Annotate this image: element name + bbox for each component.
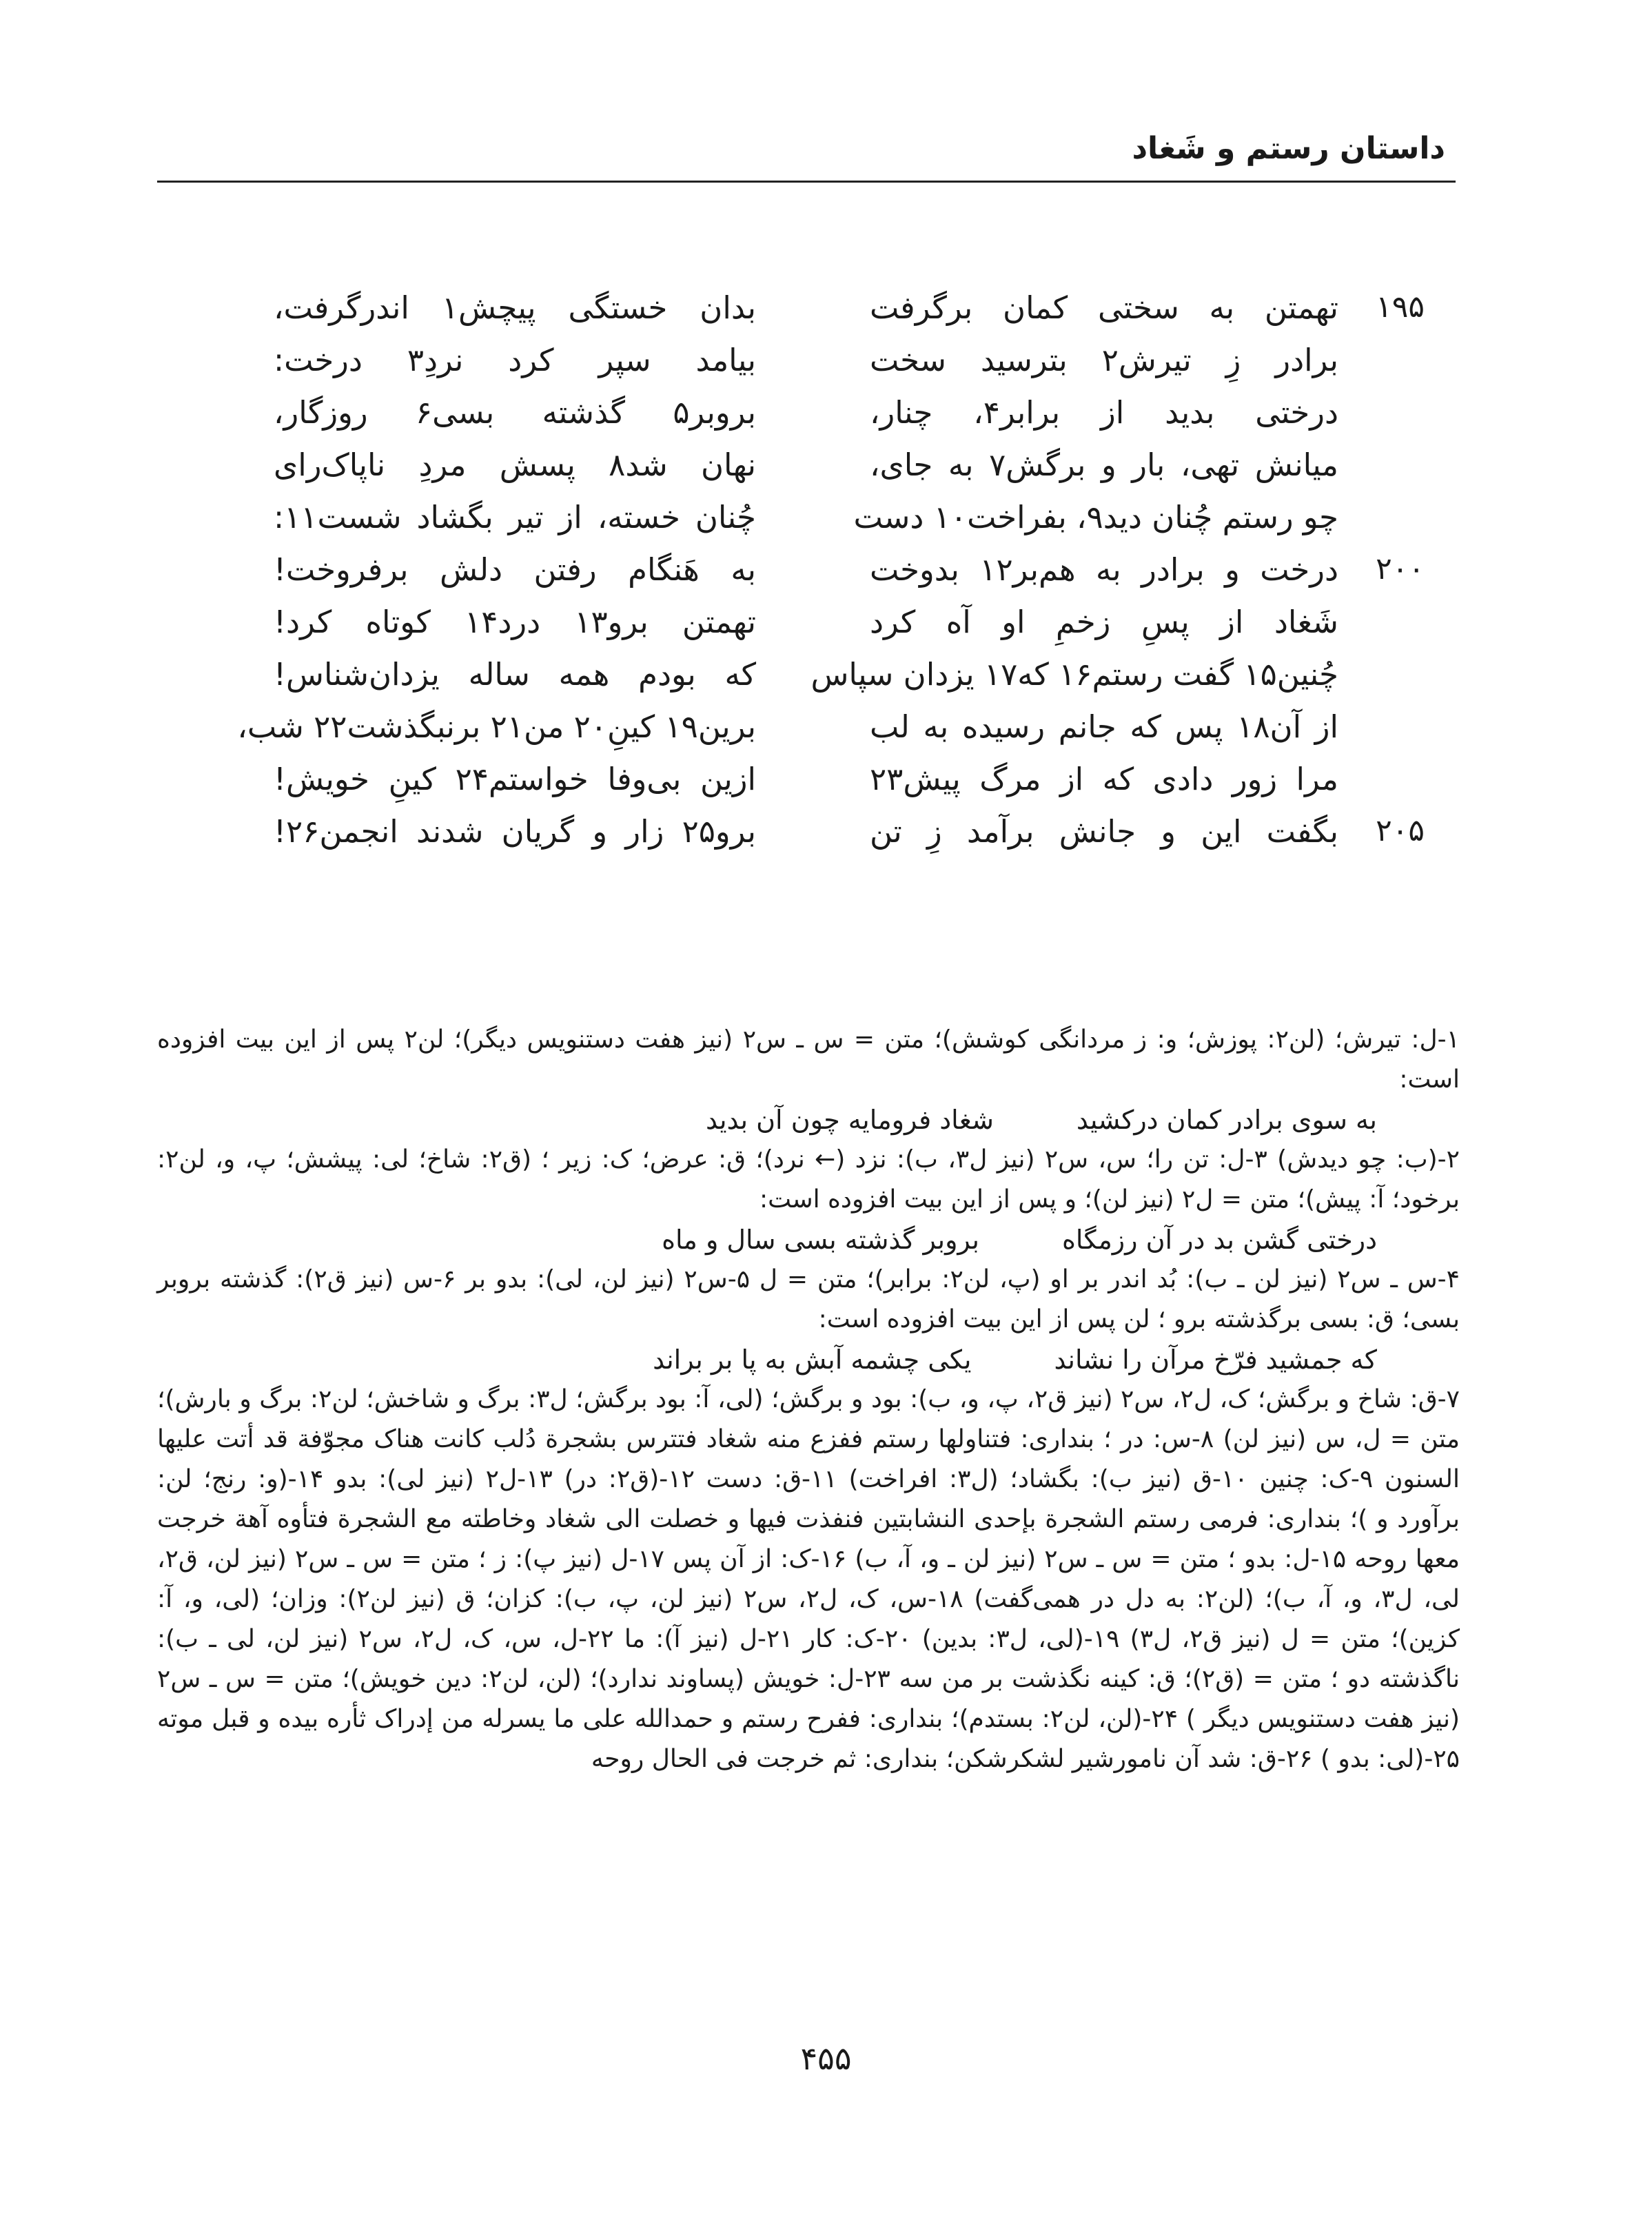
verse-row	[0, 499, 1652, 551]
verse-second-hemistich: تهمتن برو۱۳ درد۱۴ کوتاه کرد!	[274, 604, 756, 640]
footnote-paragraph: ۴-س ـ س۲ (نیز لن ـ ب): بُد اندر بر او (پ، لن۲: برابر)؛ متن = ل ۵-س۲ (نیز لن، لی): بدو بر ۶-س (نیز ق۲): گذشته بروبر بسی؛ ق: بسی برگذشته برو ؛ لن پس از این بیت افزوده است:	[157, 1265, 1460, 1333]
page-number: ۴۵۵	[800, 2040, 852, 2077]
verse-first-hemistich: درختی بدید از برابر۴، چنار،	[870, 394, 1338, 431]
verse-first-hemistich: تهمتن به سختی کمان برگرفت	[870, 289, 1338, 326]
quoted-hemistich: که جمشید فرّخ مرآن را نشاند	[1054, 1344, 1377, 1375]
verse-first-hemistich: بگفت این و جانش برآمد زِ تن	[870, 813, 1338, 850]
verse-second-hemistich: که بودم همه ساله یزدان‌شناس!	[274, 656, 756, 693]
footnote-paragraph: ۲-(ب: چو دیدش) ۳-ل: تن را؛ س، س۲ (نیز ل۳، ب): نزد (← نرد)؛ ق: عرض؛ ک: زیر ؛ (ق۲: شاخ؛ لی: پیشش؛ پ، و، لن۲: برخود؛ آ: پیش)؛ متن = ل۲ (نیز لن)؛ و پس از این بیت افزوده است:	[157, 1145, 1460, 1214]
verse-first-hemistich: شَغاد از پسِ زخمِ او آه کرد	[870, 604, 1338, 640]
quoted-verse	[157, 1220, 1460, 1260]
verse-first-hemistich: چُنین۱۵ گفت رستم۱۶ که۱۷ یزدان سپاس	[810, 656, 1338, 693]
verse-second-hemistich: نهان شد۸ پسش مردِ ناپاک‌رای	[274, 447, 756, 483]
verse-row	[0, 656, 1652, 708]
verse-row	[0, 289, 1652, 342]
footnote-paragraph: ۷-ق: شاخ و برگش؛ ک، ل۲، س۲ (نیز ق۲، پ، و، ب): بود و برگش؛ (لی، آ: بود برگش؛ ل۳: برگ و شاخش؛ لن۲: برگ و بارش)؛ متن = ل، س (نیز لن) ۸-س: در ؛ بنداری: فتناولها رستم ففزع منه شغاد فتترس بشجرة دُلب کانت هناک مجوّفة قد أتت علیها السنون ۹-ک: چنین ۱۰-ق (نیز ب): بگشاد؛ (ل۳: افراخت) ۱۱-ق: دست ۱۲-(ق۲: در) ۱۳-ل۲ (نیز لی): بدو ۱۴-(و: رنج؛ لن: برآورد و )؛ بنداری: فرمی رستم الشجرة بإحدی النشابتین فنفذت فیها و خصلت الی شغاد وخاطته مع الشجرة فتأوه آهة خرجت معها روحه ۱۵-ل: بدو ؛ متن = س ـ س۲ (نیز لن ـ و، آ، ب) ۱۶-ک: از آن پس ۱۷-ل (نیز پ): ز ؛ متن = س ـ س۲ (نیز لن، ق۲، لی، ل۳، و، آ، ب)؛ (لن۲: به دل در همی‌گفت) ۱۸-س، ک، ل۲، س۲ (نیز لن، پ، ب): کزان؛ ق (نیز لن۲): وزان؛ (لی، و، آ: کزین)؛ متن = ل (نیز ق۲، ل۳) ۱۹-(لی، ل۳: بدین) ۲۰-ک: کار ۲۱-ل (نیز آ): ما ۲۲-ل، س، ک، ل۲، س۲ (نیز لن، لی ـ ب): ناگذشته دو ؛ متن = (ق۲)؛ ق: کینه نگذشت بر من سه ۲۳-ل: خویش (پساوند ندارد)؛ (لن، لن۲: دین خویش)؛ متن = س ـ س۲ (نیز هفت دستنویس دیگر ) ۲۴-(لن، لن۲: بستدم)؛ بنداری: ففرح رستم و حمدالله علی ما یسرله من إدراک ثأره بیده و قبل موته ۲۵-(لی: بدو ) ۲۶-ق: شد آن نامورشیر لشکرشکن؛ بنداری: ثم خرجت فی الحال روحه	[157, 1385, 1460, 1773]
quoted-hemistich: یکی چشمه آبش به پا بر براند	[653, 1344, 972, 1375]
quoted-hemistich: به سوی برادر کمان درکشید	[1076, 1105, 1377, 1135]
verse-second-hemistich: برو۲۵ زار و گریان شدند انجمن۲۶!	[274, 813, 756, 850]
verse-row	[0, 708, 1652, 761]
header-rule	[157, 181, 1456, 183]
footnotes	[157, 1020, 1460, 1779]
footnote-paragraph: ۱-ل: تیرش؛ (لن۲: پوزش؛ و: ز مردانگی کوشش)؛ متن = س‌ ـ س۲ (نیز هفت دستنویس دیگر)؛ لن۲ پس از این بیت افزوده است:	[157, 1025, 1460, 1094]
verse-row	[0, 394, 1652, 447]
quoted-verse	[157, 1100, 1460, 1140]
quoted-hemistich: درختی گشن بد در آن رزمگاه	[1061, 1225, 1377, 1255]
verse-number: ۲۰۰	[1376, 551, 1425, 586]
verse-first-hemistich: مرا زور دادی که از مرگ پیش۲۳	[870, 761, 1338, 797]
verse-second-hemistich: ازین بی‌وفا خواستم۲۴ کینِ خویش!	[274, 761, 756, 797]
poem-block	[0, 289, 1652, 866]
verse-second-hemistich: بیامد سپر کرد نردِ۳ درخت:	[274, 342, 756, 378]
verse-second-hemistich: بروبر۵ گذشته بسی۶ روزگار،	[274, 394, 756, 431]
verse-first-hemistich: از آن۱۸ پس که جانم رسیده به لب	[870, 708, 1338, 745]
verse-first-hemistich: درخت و برادر به هم‌بر۱۲ بدوخت	[870, 551, 1339, 588]
verse-row	[0, 604, 1652, 656]
verse-second-hemistich: برین۱۹ کینِ۲۰ من۲۱ برنبگذشت۲۲ شب،	[237, 708, 756, 745]
verse-second-hemistich: به هَنگام رفتن دلش برفروخت!	[274, 551, 756, 588]
verse-row	[0, 813, 1652, 866]
verse-second-hemistich: چُنان خسته، از تیر بگشاد شست۱۱:	[274, 499, 756, 535]
verse-row	[0, 761, 1652, 813]
verse-number: ۲۰۵	[1376, 813, 1425, 848]
verse-second-hemistich: بدان خستگی پیچش۱ اندرگرفت،	[274, 289, 756, 326]
running-head: داستان رستم و شَغاد	[1132, 131, 1445, 166]
verse-row	[0, 342, 1652, 394]
verse-row	[0, 551, 1652, 604]
verse-first-hemistich: چو رستم چُنان دید۹، بفراخت۱۰ دست	[853, 499, 1338, 535]
verse-first-hemistich: برادر زِ تیرش۲ بترسید سخت	[870, 342, 1338, 378]
quoted-hemistich: بروبر گذشته بسی سال و ماه	[662, 1225, 979, 1255]
quoted-verse	[157, 1340, 1460, 1380]
quoted-hemistich: شغاد فرومایه چون آن بدید	[706, 1105, 994, 1135]
verse-first-hemistich: میانش تهی، بار و برگش۷ به جای،	[870, 447, 1338, 483]
verse-number: ۱۹۵	[1376, 289, 1425, 325]
verse-row	[0, 447, 1652, 499]
